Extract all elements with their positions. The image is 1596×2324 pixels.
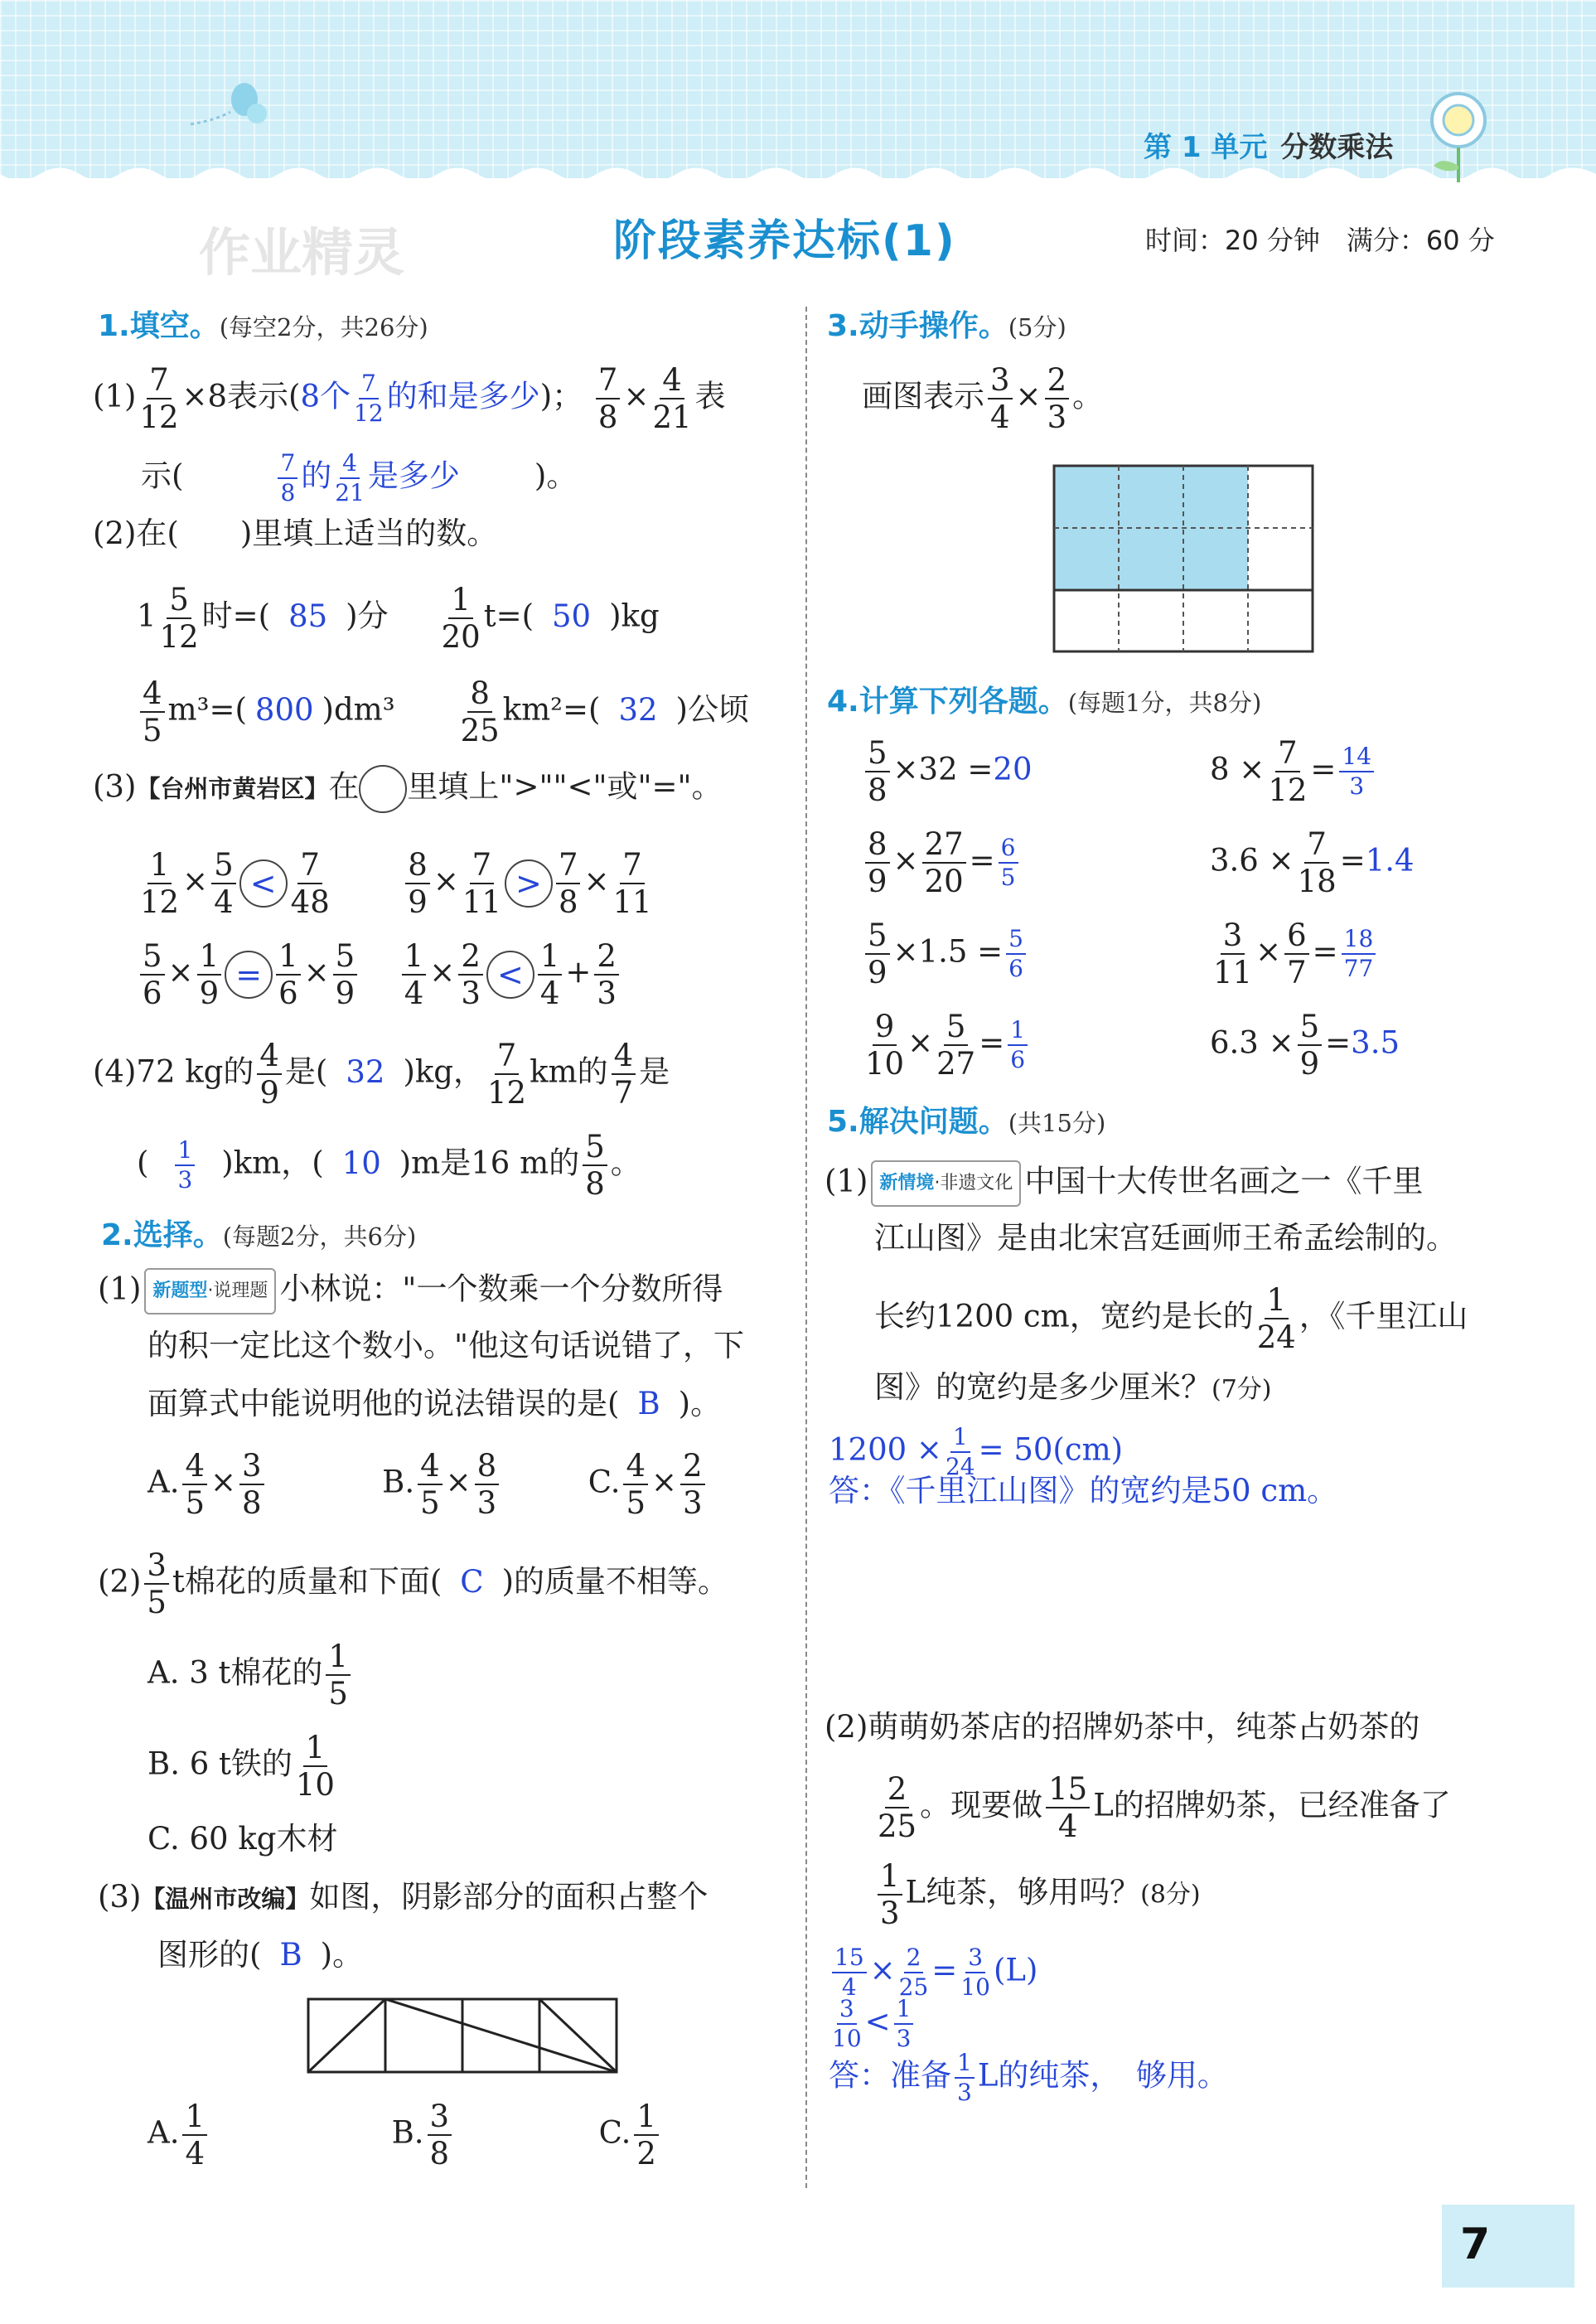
answer: =	[931, 1952, 958, 1988]
text: A. 3 t棉花的	[148, 1654, 323, 1691]
fraction-2-3: $\frac{2}{3}$	[458, 941, 483, 1009]
new-context-tag: 新情境·非遗文化	[871, 1160, 1021, 1207]
fraction-5-8: $\frac{5}{8}$	[583, 1131, 607, 1199]
fraction-7-18: $\frac{7}{18}$	[1297, 826, 1337, 899]
fraction-3-11: $\frac{3}{11}$	[1213, 917, 1253, 990]
answer: 是多少	[367, 458, 460, 494]
q-number: (3)	[93, 768, 137, 805]
text: 时=(	[201, 598, 271, 634]
fraction-18-77-answer: $\frac{18}{77}$	[1342, 927, 1376, 980]
section-3-title	[827, 303, 1066, 345]
s1-q2: (2)在( )里填上适当的数。	[93, 516, 498, 551]
text: )kg，	[403, 1053, 484, 1090]
fraction-14-3-answer: $\frac{14}{3}$	[1339, 745, 1374, 798]
text: 。	[1072, 378, 1104, 414]
text: )。	[320, 1937, 364, 1973]
fraction-8-9: $\frac{8}{9}$	[405, 850, 430, 917]
fraction-15-4-answer: $\frac{15}{4}$	[832, 1946, 867, 1999]
times: ×	[623, 378, 650, 414]
compare-circle: <	[239, 859, 288, 908]
s1-q3-row1: $\frac{1}{12}$ × $\frac{5}{4}$ < $\frac{7}{48}$ $\frac{8}{9}$ × $\frac{7}{11}$ > $\frac{7}{8}$ × $\frac{7}{11}$	[140, 847, 652, 920]
fraction-1-3-answer: $\frac{1}{3}$	[955, 2051, 975, 2104]
text: )分	[346, 598, 389, 634]
text: 3.6 ×	[1210, 842, 1294, 879]
text: km的	[530, 1053, 608, 1090]
fraction-7-12: $\frac{7}{12}$	[1268, 735, 1308, 808]
calc-row-4a: $\frac{9}{10}$ × $\frac{5}{27}$ = $\frac{1}{6}$	[862, 1011, 1031, 1079]
s2-q2-option-b	[148, 1730, 338, 1803]
fraction-5-6: $\frac{5}{6}$	[140, 941, 165, 1009]
q-number: (3)	[98, 1879, 142, 1915]
s2-q2-option-c: C. 60 kg木材	[148, 1821, 338, 1857]
unit-topic: 分数乘法	[1280, 131, 1394, 164]
text: t=(	[483, 598, 534, 634]
s2-q2-option-a	[148, 1639, 354, 1712]
s5-q2-answer-compare	[829, 1997, 916, 2050]
section-2-title	[101, 1212, 416, 1254]
answer: <	[864, 2003, 891, 2040]
calc-row-1b	[1210, 735, 1377, 808]
s4-note: (每题1分，共8分)	[1067, 689, 1262, 717]
butterfly-icon	[182, 79, 273, 137]
fraction-15-4: $\frac{15}{4}$	[1046, 1774, 1090, 1842]
fraction-7-48: $\frac{7}{48}$	[290, 847, 330, 920]
calc-row-2b	[1210, 826, 1415, 899]
text: 1	[137, 598, 157, 634]
fraction-2-25: $\frac{2}{25}$	[878, 1771, 917, 1844]
s2-q3-line1	[98, 1877, 708, 1919]
fraction-7-12-answer: $\frac{7}{12}$	[354, 370, 384, 427]
s1-q3	[93, 765, 723, 813]
fraction-3-4: $\frac{3}{4}$	[988, 365, 1013, 433]
fraction-6-5-answer: $\frac{6}{5}$	[999, 836, 1018, 889]
fraction-8-3: $\frac{8}{3}$	[475, 1450, 500, 1518]
answer: B	[279, 1937, 302, 1973]
fraction-3-5: $\frac{3}{5}$	[144, 1550, 169, 1618]
unit-label	[1144, 124, 1393, 165]
text: 画图表示	[862, 378, 984, 414]
points: (8分)	[1140, 1880, 1201, 1910]
option-c-label: C.	[588, 1464, 621, 1500]
text: 图形的(	[157, 1937, 262, 1973]
region-tag: 【温州市改编】	[141, 1885, 310, 1913]
s5-q2-line2	[874, 1771, 1451, 1844]
s1-q1-line1	[93, 362, 726, 435]
fraction-4-5: $\frac{4}{5}$	[623, 1450, 648, 1518]
fraction-8-25: $\frac{8}{25}$	[460, 675, 500, 748]
text: km²=(	[502, 691, 601, 728]
s2-q1-line1	[98, 1268, 723, 1315]
text: 长约1200 cm，宽约是长的	[874, 1298, 1254, 1334]
answer: 32	[618, 691, 658, 728]
shaded-figure	[307, 1997, 621, 2080]
text: t棉花的质量和下面(	[172, 1563, 443, 1600]
fraction-1-2: $\frac{1}{2}$	[634, 2101, 659, 2169]
compare-circle: <	[486, 951, 534, 999]
s5-q2-line1: (2)萌萌奶茶店的招牌奶茶中，纯茶占奶茶的	[825, 1709, 1420, 1745]
text: ，《千里江山	[1299, 1298, 1468, 1334]
text: )。	[534, 458, 578, 494]
text: 。	[610, 1145, 641, 1181]
fraction-3-10-answer: $\frac{3}{10}$	[832, 1995, 862, 2052]
text: 如图，阴影部分的面积占整个	[309, 1879, 709, 1915]
option-b-label: B.	[391, 2114, 424, 2151]
option-a-label: A.	[148, 2114, 180, 2151]
time-info: 时间：20 分钟 满分：60 分	[1145, 225, 1495, 256]
fraction-3-8: $\frac{3}{8}$	[428, 2101, 452, 2169]
fraction-2-25-answer: $\frac{2}{25}$	[898, 1944, 929, 2001]
answer: 50	[552, 598, 592, 634]
s5-q2-answer-calc	[829, 1946, 1037, 1999]
flower-icon	[1413, 83, 1504, 186]
fraction-5-8: $\frac{5}{8}$	[865, 738, 890, 806]
section-1-title	[98, 303, 428, 345]
fraction-4-5: $\frac{4}{5}$	[182, 1450, 207, 1518]
answer: = 50(cm)	[978, 1431, 1124, 1468]
compare-circle: =	[225, 951, 273, 999]
fraction-1-4: $\frac{1}{4}$	[538, 941, 563, 1009]
answer: 1.4	[1365, 842, 1415, 879]
option-c-label: C.	[598, 2114, 631, 2151]
s5-note: (共15分)	[1008, 1109, 1106, 1137]
calc-row-3a	[862, 917, 1029, 990]
text: 图》的宽约是多少厘米？	[874, 1369, 1212, 1405]
s1-q2-row2	[137, 675, 749, 748]
text: B. 6 t铁的	[148, 1745, 293, 1782]
answer: 答：准备	[829, 2057, 951, 2094]
fraction-1-3: $\frac{1}{3}$	[878, 1861, 902, 1929]
text: 是(	[284, 1053, 328, 1090]
text: 6.3 ×	[1210, 1024, 1294, 1061]
region-tag: 【台州市黄岩区】	[136, 774, 329, 803]
s1-note: (每空2分，共26分)	[219, 313, 428, 341]
text: )公顷	[675, 691, 749, 728]
text: 面算式中能说明他的说法错误的是(	[148, 1386, 620, 1421]
s1-title-text: 1.填空。	[98, 309, 220, 343]
page-number: 7	[1460, 2220, 1491, 2269]
fraction-27-20: $\frac{27}{20}$	[922, 829, 966, 897]
text: 是	[639, 1053, 670, 1090]
fraction-5-9: $\frac{5}{9}$	[333, 941, 358, 1009]
fraction-2-3: $\frac{2}{3}$	[594, 941, 619, 1009]
fraction-1-5: $\frac{1}{5}$	[326, 1641, 351, 1709]
fraction-4-21-answer: $\frac{4}{21}$	[335, 449, 365, 506]
fraction-7-8: $\frac{7}{8}$	[596, 365, 621, 433]
fraction-1-4: $\frac{1}{4}$	[402, 941, 427, 1009]
s2-title-text: 2.选择。	[101, 1218, 223, 1252]
text: )dm³	[322, 691, 395, 728]
text: L纯茶，够用吗？	[905, 1874, 1141, 1910]
column-divider	[805, 307, 807, 2188]
s5-title-text: 5.解决问题。	[827, 1105, 1008, 1139]
s2-q1-options: A. $\frac{4}{5}$ × $\frac{3}{8}$ B. $\frac{4}{5}$ × $\frac{8}{3}$ C. $\frac{4}{5}$ × $\frac{2}{3}$	[148, 1450, 709, 1518]
fraction-5-27: $\frac{5}{27}$	[936, 1009, 976, 1082]
fraction-1-3-answer: $\frac{1}{3}$	[175, 1139, 195, 1192]
answer: ×	[869, 1952, 896, 1988]
s3-instruction: 画图表示 $\frac{3}{4}$ × $\frac{2}{3}$ 。	[862, 362, 1104, 435]
text: L的招牌奶茶，已经准备了	[1093, 1787, 1451, 1823]
fraction-1-6-answer: $\frac{1}{6}$	[1008, 1019, 1028, 1072]
fraction-4-9: $\frac{4}{9}$	[257, 1040, 282, 1108]
blank-circle	[359, 765, 407, 813]
text: =	[1312, 933, 1338, 970]
s5-q2-line3	[874, 1858, 1201, 1931]
s3-title-text: 3.动手操作。	[827, 309, 1008, 343]
q-number: (1)	[825, 1163, 868, 1199]
fraction-4-5: $\frac{4}{5}$	[140, 678, 165, 746]
text: (4)72 kg的	[93, 1053, 254, 1090]
answer: L的纯茶， 够用。	[977, 2057, 1228, 2094]
text: )m是16 m的	[399, 1145, 580, 1181]
s1-q1-line2	[141, 449, 578, 506]
fraction-1-20: $\frac{1}{20}$	[441, 582, 481, 655]
fraction-5-9: $\frac{5}{9}$	[1298, 1011, 1323, 1079]
new-question-type-tag: 新题型·说理题	[144, 1268, 276, 1315]
text: (	[137, 1145, 149, 1181]
option-b-label: B.	[382, 1464, 415, 1500]
text: 。现要做	[920, 1787, 1043, 1823]
fraction-3-10-answer: $\frac{3}{10}$	[960, 1944, 990, 2001]
section-5-title	[827, 1098, 1105, 1140]
fraction-3-8: $\frac{3}{8}$	[239, 1450, 264, 1518]
text: ×8表示(	[181, 378, 301, 414]
text: ×32 =	[892, 751, 994, 787]
s2-note: (每题2分，共6分)	[222, 1223, 417, 1251]
s5-q1-line4	[874, 1368, 1272, 1410]
watermark-logo: 作业精灵	[199, 222, 405, 283]
fraction-4-7: $\frac{4}{7}$	[612, 1040, 636, 1108]
answer: 8个	[300, 378, 351, 414]
fraction-4-21: $\frac{4}{21}$	[652, 362, 692, 435]
page-title: 阶段素养达标(1)	[613, 216, 956, 266]
q-number: (1)	[93, 378, 137, 414]
answer: 20	[993, 751, 1033, 787]
fraction-7-8-answer: $\frac{7}{8}$	[278, 452, 297, 505]
fraction-6-7: $\frac{6}{7}$	[1284, 920, 1309, 988]
section-4-title	[827, 678, 1261, 720]
s4-title-text: 4.计算下列各题。	[827, 685, 1068, 719]
s5-q2-answer-text	[829, 2051, 1228, 2104]
text: )的质量不相等。	[501, 1563, 729, 1600]
shading-grid-figure	[1052, 464, 1318, 655]
s5-q1-line2: 江山图》是由北宋宫廷画师王希孟绘制的。	[874, 1220, 1457, 1256]
s2-q3-options	[148, 2101, 662, 2169]
s5-q1-line1	[825, 1160, 1423, 1207]
answer: 1200 ×	[829, 1431, 942, 1468]
fraction-2-3: $\frac{2}{3}$	[680, 1450, 705, 1518]
fraction-9-10: $\frac{9}{10}$	[865, 1009, 905, 1082]
s2-q2	[98, 1547, 729, 1620]
fraction-2-3: $\frac{2}{3}$	[1045, 365, 1070, 433]
calc-row-4b	[1210, 1009, 1400, 1082]
text: =	[969, 842, 995, 879]
answer: 10	[341, 1145, 381, 1181]
s5-q1-answer-text: 答：《千里江山图》的宽约是50 cm。	[829, 1473, 1338, 1508]
answer: C	[460, 1563, 484, 1600]
q-number: (2)	[98, 1563, 142, 1600]
fraction-1-3-answer: $\frac{1}{3}$	[894, 1997, 914, 2050]
compare-circle: >	[505, 859, 553, 908]
s5-q1-line3	[874, 1282, 1468, 1355]
fraction-5-9: $\frac{5}{9}$	[865, 920, 890, 988]
fraction-1-4: $\frac{1}{4}$	[182, 2101, 207, 2169]
fraction-8-9: $\frac{8}{9}$	[865, 829, 890, 897]
fraction-5-12: $\frac{5}{12}$	[159, 582, 199, 655]
s2-q3-line2	[157, 1935, 363, 1975]
calc-row-3b: $\frac{3}{11}$ × $\frac{6}{7}$ = $\frac{18}{77}$	[1210, 920, 1379, 988]
answer: 的	[301, 458, 332, 494]
text: )。	[678, 1386, 722, 1421]
text: 里填上">""<"或"="。	[407, 768, 723, 805]
unit-number: 第 1 单元	[1144, 131, 1268, 164]
answer: 的和是多少	[386, 378, 540, 414]
text: )km，(	[221, 1145, 324, 1181]
fraction-7-12: $\frac{7}{12}$	[486, 1038, 527, 1111]
fraction-1-6: $\frac{1}{6}$	[276, 941, 301, 1009]
s2-q1-line3	[148, 1384, 721, 1424]
text: 8 ×	[1210, 751, 1265, 787]
answer: 800	[254, 691, 314, 728]
s1-q3-row2: $\frac{5}{6}$ × $\frac{1}{9}$ = $\frac{1}{6}$ × $\frac{5}{9}$ $\frac{1}{4}$ × $\frac{2}{3}$ < $\frac{1}{4}$ + $\frac{2}{3}$	[137, 941, 622, 1009]
text: ×1.5 =	[892, 933, 1004, 970]
text: )kg	[609, 598, 660, 634]
fraction-1-24-answer: $\frac{1}{24}$	[945, 1423, 975, 1480]
text: =	[1339, 842, 1366, 879]
text: )；	[539, 378, 583, 414]
points: (7分)	[1212, 1375, 1272, 1404]
s3-note: (5分)	[1008, 313, 1066, 341]
option-a-label: A.	[148, 1464, 180, 1500]
text: 中国十大传世名画之一《千里	[1024, 1163, 1424, 1199]
answer: B	[637, 1386, 660, 1421]
fraction-1-24: $\frac{1}{24}$	[1256, 1282, 1296, 1355]
fraction-7-11: $\frac{7}{11}$	[462, 847, 501, 920]
text: 示(	[141, 458, 184, 494]
text: =	[1310, 751, 1337, 787]
fraction-7-8: $\frac{7}{8}$	[556, 850, 581, 917]
text: m³=(	[167, 691, 247, 728]
fraction-4-5: $\frac{4}{5}$	[418, 1450, 443, 1518]
fraction-7-12: $\frac{7}{12}$	[139, 362, 179, 435]
s1-q2-row1	[137, 582, 660, 655]
text: =	[1325, 1024, 1352, 1061]
answer: 3.5	[1351, 1024, 1400, 1061]
s1-q4-line1	[93, 1038, 670, 1111]
calc-row-2a: $\frac{8}{9}$ × $\frac{27}{20}$ = $\frac{6}{5}$	[862, 829, 1022, 897]
calc-row-1a	[862, 735, 1033, 808]
s1-q4-line2	[137, 1129, 641, 1202]
answer: (L)	[993, 1952, 1038, 1988]
s2-q1-line2: 的积一定比这个数小。"他这句话说错了，下	[148, 1328, 745, 1363]
answer: 32	[346, 1053, 385, 1090]
text: 在	[328, 768, 360, 805]
text: 小林说："一个数乘一个分数所得	[279, 1271, 723, 1307]
page-number-box	[1442, 2205, 1574, 2288]
fraction-1-12: $\frac{1}{12}$	[140, 847, 180, 920]
q-number: (1)	[98, 1271, 142, 1307]
answer: 85	[288, 598, 328, 634]
fraction-1-9: $\frac{1}{9}$	[197, 941, 222, 1009]
fraction-5-6-answer: $\frac{5}{6}$	[1006, 927, 1026, 980]
text: =	[979, 1024, 1005, 1061]
fraction-5-4: $\frac{5}{4}$	[211, 850, 236, 917]
header-wave-edge	[0, 166, 1596, 191]
fraction-1-10: $\frac{1}{10}$	[295, 1730, 335, 1803]
text: 表	[694, 378, 726, 414]
fraction-7-11: $\frac{7}{11}$	[612, 847, 652, 920]
